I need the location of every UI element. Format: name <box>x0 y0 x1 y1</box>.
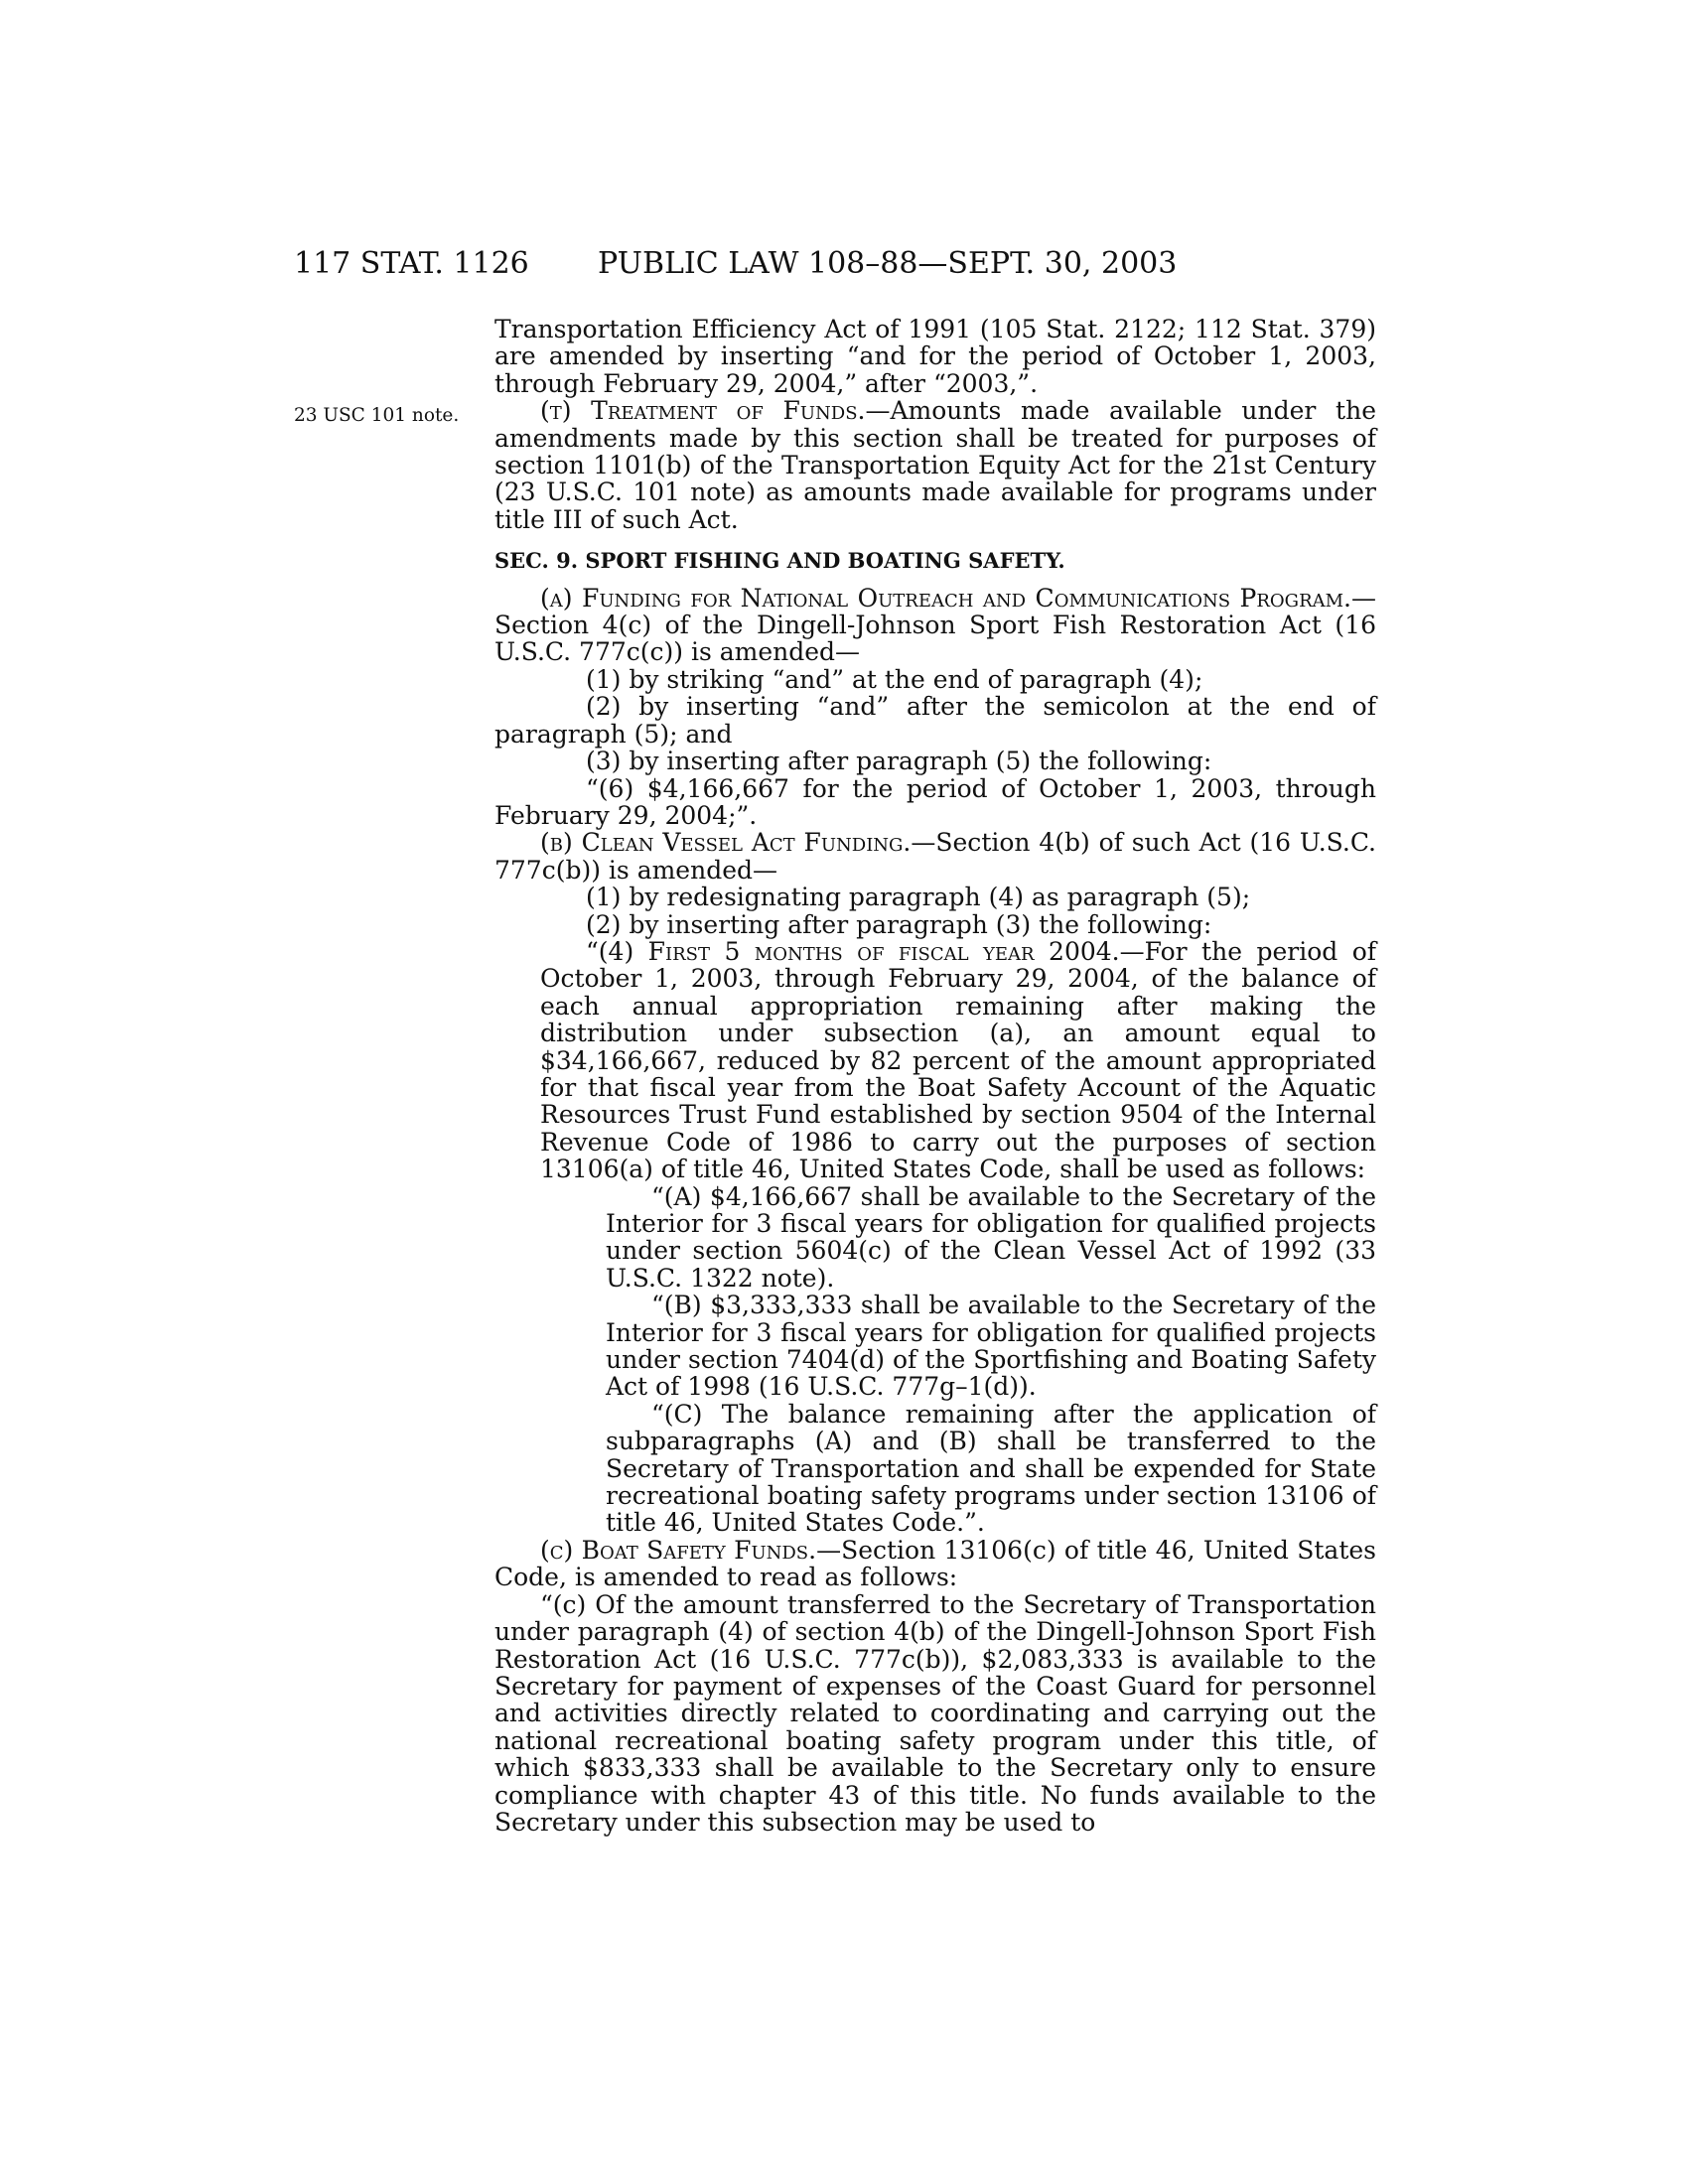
paragraph-b1: (1) by redesignating paragraph (4) as paragraph (5); <box>586 883 1251 912</box>
law-title: PUBLIC LAW 108–88—SEPT. 30, 2003 <box>598 246 1178 281</box>
subsection-b-text: —Section 4(b) of such Act (16 U.S.C. 777c(b)) is amended— <box>494 828 1377 885</box>
paragraph-continuation: Transportation Efficiency Act of 1991 (105 Stat. 2122; 112 Stat. 379) are amended by inserting “and for the period of October 1, 2003, through February 29, 2004,” after “2003,”. <box>494 315 1376 398</box>
subparagraph-B: “(B) $3,333,333 shall be available to the Secretary of the Interior for 3 fiscal years for obligation for qualified projects under section 7404(d) of the Sportfishing and Boating Safety Act of 1998 (16 U.S.C. 777g–1(d)). <box>606 1291 1376 1402</box>
paragraph-a1: (1) by striking “and” at the end of paragraph (4); <box>586 664 1203 694</box>
subparagraph-group <box>494 1183 1376 1537</box>
subsection-t-text: —Amounts made available under the amendments made by this section shall be treated for purposes of section 1101(b) of the Transportation Equity Act for the 21st Century (23 U.S.C. 101 note) as amounts made available for programs under title III of such Act. <box>494 396 1376 534</box>
subsection-c <box>494 1537 1376 1591</box>
paragraph-a3: (3) by inserting after paragraph (5) the following: <box>586 747 1212 776</box>
stat-reference: 117 STAT. 1126 <box>294 246 529 281</box>
page-header <box>294 246 1376 286</box>
paragraph-a2: (2) by inserting “and” after the semicolon at the end of paragraph (5); and <box>494 692 1376 749</box>
subparagraph-A: “(A) $4,166,667 shall be available to the Secretary of the Interior for 3 fiscal years for obligation for qualified projects under section 5604(c) of the Clean Vessel Act of 1992 (33 U.S.C. 1322 note). <box>606 1181 1376 1293</box>
paragraph-b2: (2) by inserting after paragraph (3) the following: <box>586 909 1212 939</box>
subsection-c-label: (c) Boat Safety Funds. <box>540 1535 817 1565</box>
margin-note: 23 USC 101 note. <box>294 405 460 426</box>
paragraph-a6: “(6) $4,166,667 for the period of October 1, 2003, through February 29, 2004;”. <box>494 773 1376 830</box>
subsection-b-label: (b) Clean Vessel Act Funding. <box>540 828 912 858</box>
subsection-a <box>494 585 1376 666</box>
subsection-a-label: (a) Funding for National Outreach and Communications Program. <box>540 583 1351 613</box>
subsection-b <box>494 829 1376 884</box>
paragraph-b4-label: “(4) First 5 months of fiscal year 2004. <box>586 936 1120 966</box>
subparagraph-C: “(C) The balance remaining after the application of subparagraphs (A) and (B) shall be transferred to the Secretary of Transportation and shall be expended for State recreational boating safety programs under section 13106 of title 46, United States Code.”. <box>606 1399 1376 1538</box>
subsection-t <box>494 397 1376 533</box>
subsection-t-label: (t) Treatment of Funds. <box>540 396 866 426</box>
section-heading: SEC. 9. SPORT FISHING AND BOATING SAFETY. <box>494 548 1065 574</box>
subsection-c-quote: “(c) Of the amount transferred to the Secretary of Transportation under paragraph (4) of section 4(b) of the Dingell-Johnson Sport Fish Restoration Act (16 U.S.C. 777c(b)), $2,083,333 is available to the Secretary for payment of expenses of the Coast Guard for personnel and activities directly related to coordinating and carrying out the national recreational boating safety program under this title, of which $833,333 shall be available to the Secretary only to ensure compliance with chapter 43 of this title. No funds available to the Secretary under this subsection may be used to <box>494 1589 1376 1837</box>
paragraph-b4 <box>494 938 1376 1183</box>
subsection-a-text: —Section 4(c) of the Dingell-Johnson Sport Fish Restoration Act (16 U.S.C. 777c(c)) is amended— <box>494 583 1376 667</box>
document-body <box>494 316 1376 1836</box>
paragraph-b4-text: —For the period of October 1, 2003, through February 29, 2004, of the balance of each annual appropriation remaining after making the distribution under subsection (a), an amount equal to $34,166,667, reduced by 82 percent of the amount appropriated for that fiscal year from the Boat Safety Account of the Aquatic Resources Trust Fund established by section 9504 of the Internal Revenue Code of 1986 to carry out the purposes of section 13106(a) of title 46, United States Code, shall be used as follows: <box>540 936 1377 1184</box>
subsection-c-text: —Section 13106(c) of title 46, United States Code, is amended to read as follows: <box>494 1535 1376 1592</box>
